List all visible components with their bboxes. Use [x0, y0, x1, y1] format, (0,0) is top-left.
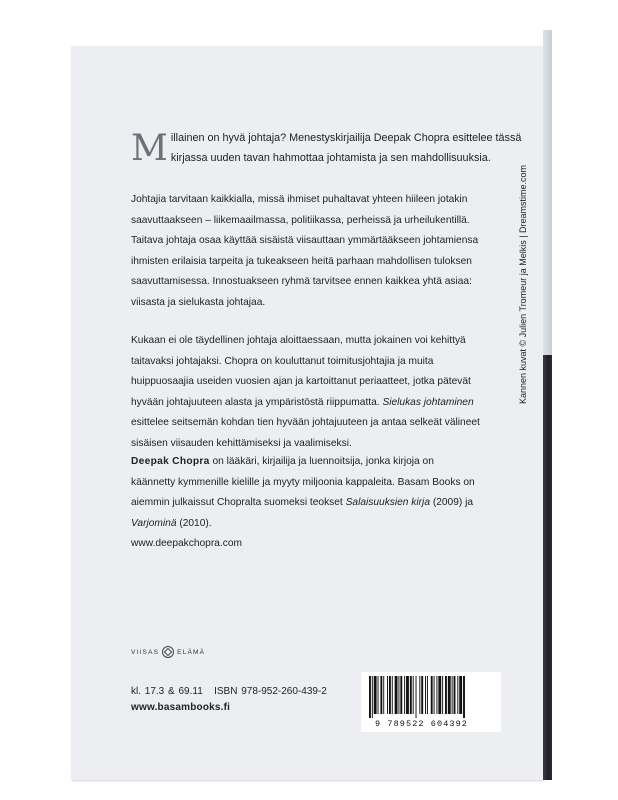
author-bio-text-2: (2009) ja: [429, 497, 474, 509]
barcode-bar: [459, 676, 462, 714]
barcode-bar: [434, 676, 435, 714]
cover-credit: [518, 108, 532, 404]
barcode-bar: [431, 676, 433, 714]
author-bio-text-3: (2010).: [176, 517, 212, 529]
barcode-bar: [427, 676, 428, 714]
author-bio: [131, 452, 476, 555]
barcode-bar: [448, 676, 451, 714]
barcode-bar: [400, 676, 402, 714]
author-bio-text-1: on lääkäri, kirjailija ja luennoitsija, jonka kirjoja on käännetty kymmenille kielille ja myyty miljoonia kappaleita. Basam Books on aiemmin julkaissut Chopralta suomeksi teokset: [131, 456, 475, 509]
barcode-bar: [454, 676, 456, 714]
paragraph-2-text-a: Kukaan ei ole täydellinen johtaja aloittaessaan, mutta jokainen voi kehittyä taitavaksi johtajaksi. Chopra on kouluttanut toimitusjohtajia ja muita huippuosaajia useiden vuosien ajan ja kartoittanut periaatteet, jotka pätevät hyvään johtajuuteen alasta ja ympäristöstä riippumatta.: [131, 335, 471, 408]
paragraph-chopra-training: [131, 331, 481, 455]
barcode-bar: [369, 676, 371, 718]
book-title-sielukas: Sielukas johtaminen: [382, 396, 474, 408]
barcode: [361, 672, 501, 732]
barcode-digits: 9 789522 604392: [375, 719, 469, 729]
isbn: ISBN 978-952-260-439-2: [214, 686, 327, 697]
drop-cap: M: [131, 128, 168, 169]
barcode-bar: [395, 676, 398, 714]
barcode-bar: [372, 676, 373, 718]
barcode-bar: [380, 676, 382, 714]
barcode-bar: [398, 676, 399, 714]
barcode-bar: [387, 676, 388, 714]
publisher-logo: [131, 646, 205, 658]
publisher-website: www.basambooks.fi: [131, 702, 231, 713]
barcode-bar: [413, 676, 414, 714]
book-title-1: Salaisuuksien kirja: [345, 497, 430, 509]
barcode-bar: [457, 676, 458, 714]
logo-right-text: ELÄMÄ: [177, 648, 206, 656]
intro-paragraph: [131, 128, 523, 168]
classification-line: [131, 686, 327, 697]
barcode-bar: [378, 676, 379, 714]
barcode-bar: [406, 676, 409, 714]
barcode-bar: [463, 676, 465, 718]
classification: kl. 17.3 & 69.11: [131, 686, 203, 697]
barcode-bar: [421, 676, 423, 714]
book-title-2: Varjominä: [131, 517, 177, 529]
barcode-bar: [436, 676, 437, 714]
barcode-bar: [374, 676, 377, 714]
imprint-emblem-icon: [162, 646, 174, 658]
author-website: www.deepakchopra.com: [131, 538, 242, 550]
barcode-bar: [442, 676, 443, 714]
cover-credit-text: Kannen kuvat © Julien Tromeur ja Melkis | Dreamstime.com: [518, 164, 528, 404]
barcode-bar: [383, 676, 384, 714]
barcode-bar: [404, 676, 405, 714]
paragraph-2-text-b: esittelee seitsemän kohdan tien hyvään johtajuuteen ja antaa selkeät välineet sisäisen viisauden kehittämiseksi ja vaalimiseksi.: [131, 417, 480, 449]
book-spine-edge-light: [543, 30, 552, 355]
barcode-bar: [389, 676, 391, 714]
intro-text: illainen on hyvä johtaja? Menestyskirjailija Deepak Chopra esittelee tässä kirjassa uuden tavan hahmottaa johtamista ja sen mahdollisuuksia.: [170, 132, 522, 164]
barcode-bar: [438, 676, 441, 714]
barcode-bar: [392, 676, 393, 714]
barcode-bar: [425, 676, 426, 714]
barcode-bar: [452, 676, 453, 714]
barcode-bar: [410, 676, 412, 714]
barcode-bar: [445, 676, 447, 714]
barcode-bar: [416, 676, 417, 718]
barcode-bars: [367, 676, 495, 720]
paragraph-leaders: Johtajia tarvitaan kaikkialla, missä ihmiset puhaltavat yhteen hiileen jotakin saavuttaakseen – liikemaailmassa, politiikassa, perheissä ja urheilukentillä. Taitava johtaja osaa käyttää sisäistä viisauttaan ymmärtääkseen johtamiensa ihmisten erilaisia tarpeita ja tukeakseen heitä parhaan mahdollisen tuloksen saavuttamisessa. Innostuakseen ryhmä tarvitsee ennen kaikkea yhtä asiaa: viisasta ja sielukasta johtajaa.: [131, 194, 479, 308]
barcode-bar: [419, 676, 420, 714]
author-name: Deepak Chopra: [131, 456, 210, 467]
logo-left-text: VIISAS: [131, 648, 160, 656]
